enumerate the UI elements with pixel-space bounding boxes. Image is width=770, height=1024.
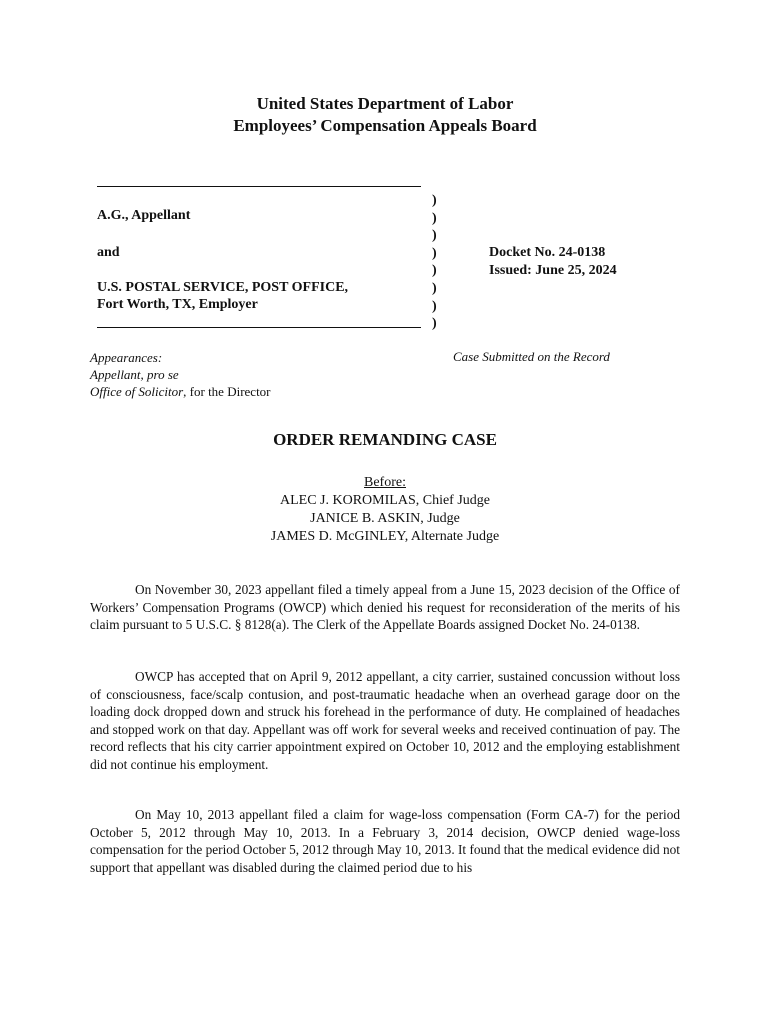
caption-parentheses: ) ) ) ) ) ) ) ) — [432, 193, 437, 332]
appellant-name: A.G., Appellant — [97, 208, 191, 223]
docket-number: Docket No. 24-0138 — [489, 245, 606, 260]
paragraph-2: OWCP has accepted that on April 9, 2012 appellant, a city carrier, sustained concussion without loss of consciousness, face/scalp contusion, and post-traumatic headache when an overhead garage door on the loading dock dropped down and struck his forehead in the performance of duty. He complained of headaches and stopped work on that day. Appellant was off work for several weeks and received continuation of pay. The record reflects that his city carrier appointment expired on October 10, 2012 and the employing establishment did not continue his employment. — [90, 669, 680, 772]
judges-panel — [0, 474, 770, 546]
appearances — [90, 349, 271, 400]
caption-top-rule — [97, 186, 421, 187]
agency-title: United States Department of Labor — [256, 94, 514, 113]
solicitor-name: Office of Solicitor — [90, 384, 184, 399]
employer-line-2: Fort Worth, TX, Employer — [97, 297, 258, 312]
and-label: and — [97, 245, 120, 260]
caption-bottom-rule — [97, 327, 421, 328]
board-title: Employees’ Compensation Appeals Board — [233, 116, 537, 135]
employer-line-1: U.S. POSTAL SERVICE, POST OFFICE, — [97, 280, 349, 295]
before-label: Before: — [364, 475, 406, 490]
issued-date: Issued: June 25, 2024 — [489, 263, 617, 278]
judge-3: JAMES D. McGINLEY, Alternate Judge — [270, 529, 500, 544]
order-title: ORDER REMANDING CASE — [273, 430, 497, 449]
appearances-label: Appearances: — [90, 350, 163, 365]
appellant-appearance: Appellant, pro se — [90, 367, 179, 382]
paragraph-1: On November 30, 2023 appellant filed a timely appeal from a June 15, 2023 decision of the Office of Workers’ Compensation Programs (OWCP) which denied his request for reconsideration of the merits of his claim pursuant to 5 U.S.C. § 8128(a). The Clerk of the Appellate Boards assigned Docket No. 24-0138. — [90, 582, 680, 633]
judge-2: JANICE B. ASKIN, Judge — [310, 511, 460, 526]
judge-1: ALEC J. KOROMILAS, Chief Judge — [280, 493, 490, 508]
paragraph-3: On May 10, 2013 appellant filed a claim for wage-loss compensation (Form CA-7) for the period October 5, 2012 through May 10, 2013. In a February 3, 2014 decision, OWCP denied wage-loss compensation for the period October 5, 2012 through May 10, 2013. It found that the medical evidence did not support that appellant was disabled during the claimed period due to his — [90, 807, 680, 875]
case-submitted-note: Case Submitted on the Record — [453, 349, 610, 364]
solicitor-role: , for the Director — [183, 384, 271, 399]
